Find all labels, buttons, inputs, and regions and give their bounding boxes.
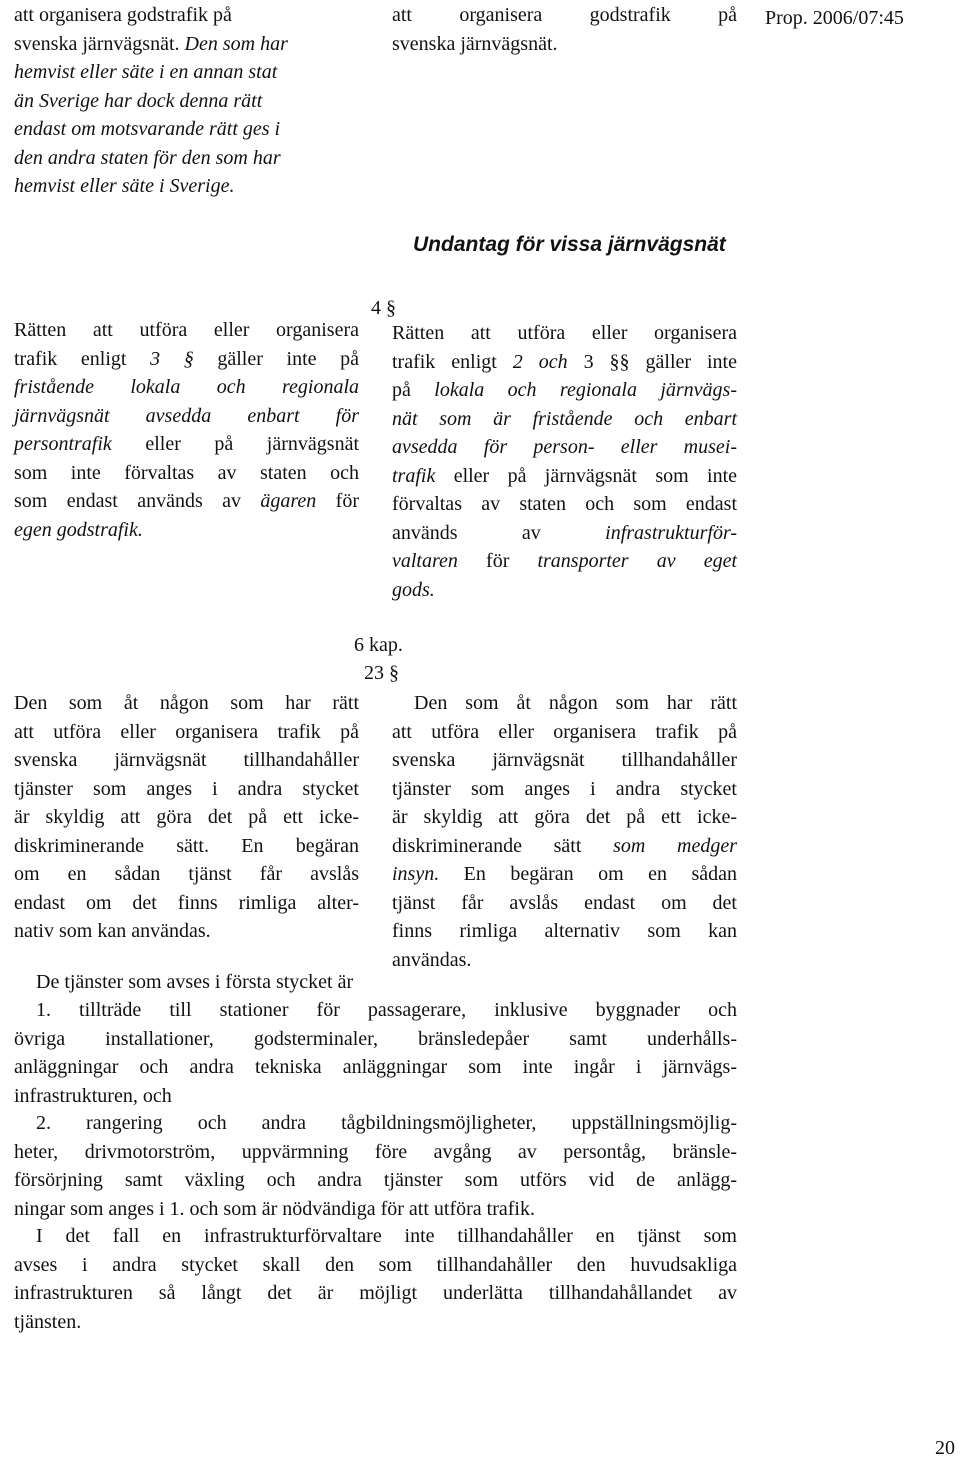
text-line: svenska järnvägsnät tillhandahåller <box>392 749 737 771</box>
text-line: järnvägsnät avsedda enbart för <box>14 404 359 427</box>
final-paragraph <box>14 1222 737 1336</box>
text-line: anläggningar och andra tekniska anläggningar som inte ingår i järnvägs- <box>14 1056 737 1078</box>
text-line: svenska järnvägsnät tillhandahåller <box>14 749 359 771</box>
text-line: försörjning samt växling och andra tjänster som utförs vid de anlägg- <box>14 1169 737 1191</box>
text-line: infrastrukturen, och <box>14 1084 172 1107</box>
text-line: som endast används av ägaren för <box>14 490 359 512</box>
text-line: diskriminerande sätt. En begäran <box>14 834 359 857</box>
text-line: att organisera godstrafik på <box>392 4 737 26</box>
text-line: Den som åt någon som har rätt <box>14 692 359 714</box>
section4-right-text <box>392 319 737 604</box>
services-intro: De tjänster som avses i första stycket är <box>36 971 354 993</box>
text-line: ningar som anges i 1. och som är nödvändiga för att utföra trafik. <box>14 1197 535 1220</box>
text-line: tjänster som anges i andra stycket <box>14 777 359 800</box>
text-line: nativ som kan användas. <box>14 920 211 942</box>
text-line: diskriminerande sätt som medger <box>392 834 737 857</box>
top-right-text <box>392 1 737 58</box>
text-line: än Sverige har dock denna rätt <box>14 89 263 112</box>
text-line: är skyldig att göra det på ett icke- <box>14 806 359 828</box>
text-line: hemvist eller säte i en annan stat <box>14 61 278 83</box>
text-line: att utföra eller organisera trafik på <box>392 720 737 743</box>
text-line: avses i andra stycket skall den som tillhandahåller den huvudsakliga <box>14 1253 737 1276</box>
text-line: nät som är fristående och enbart <box>392 407 737 430</box>
text-line: övriga installationer, godsterminaler, bränsledepåer samt underhålls- <box>14 1027 737 1050</box>
section-heading: Undantag för vissa järnvägsnät <box>413 233 726 256</box>
text-line: om en sådan tjänst får avslås <box>14 863 359 885</box>
text-line: förvaltas av staten och som endast <box>392 493 737 515</box>
text-line: svenska järnvägsnät. Den som har <box>14 32 288 55</box>
text-line: Rätten att utföra eller organisera <box>392 322 737 344</box>
paragraph-reference: 4 § <box>371 297 396 319</box>
text-line: fristående lokala och regionala <box>14 376 359 398</box>
text-line: är skyldig att göra det på ett icke- <box>392 806 737 828</box>
text-line: användas. <box>392 948 472 971</box>
text-line: valtaren för transporter av eget <box>392 550 737 572</box>
top-left-text <box>14 1 344 201</box>
section4-left-text <box>14 316 359 544</box>
section23-right-text <box>392 689 737 974</box>
text-line: att organisera godstrafik på <box>14 4 232 26</box>
proposition-reference: Prop. 2006/07:45 <box>765 7 904 29</box>
text-line: infrastrukturen så långt det är möjligt underlätta tillhandahållandet av <box>14 1282 737 1304</box>
text-line: egen godstrafik. <box>14 518 143 541</box>
text-line: tjänster som anges i andra stycket <box>392 777 737 800</box>
text-line: Rätten att utföra eller organisera <box>14 319 359 341</box>
section23-left-text <box>14 689 359 946</box>
text-line: I det fall en infrastrukturförvaltare inte tillhandahåller en tjänst som <box>36 1225 737 1247</box>
text-line: trafik enligt 2 och 3 §§ gäller inte <box>392 350 737 373</box>
text-line: trafik enligt 3 § gäller inte på <box>14 347 359 370</box>
text-line: på lokala och regionala järnvägs- <box>392 379 737 401</box>
text-line: gods. <box>392 578 435 601</box>
list-item <box>14 996 737 1110</box>
text-line: endast om motsvarande rätt ges i <box>14 118 281 140</box>
paragraph-reference: 23 § <box>364 662 399 684</box>
text-line: 2. rangering och andra tågbildningsmöjligheter, uppställningsmöjlig- <box>36 1112 737 1134</box>
text-line: den andra staten för den som har <box>14 146 281 169</box>
text-line: hemvist eller säte i Sverige. <box>14 175 235 197</box>
text-line: att utföra eller organisera trafik på <box>14 720 359 743</box>
text-line: heter, drivmotorström, uppvärmning före avgång av persontåg, bränsle- <box>14 1140 737 1163</box>
text-line: trafik eller på järnvägsnät som inte <box>392 464 737 487</box>
text-line: avsedda för person- eller musei- <box>392 436 737 458</box>
text-line: som inte förvaltas av staten och <box>14 461 359 484</box>
text-line: 1. tillträde till stationer för passagerare, inklusive byggnader och <box>36 999 737 1021</box>
page-number: 20 <box>935 1437 955 1459</box>
text-line: persontrafik eller på järnvägsnät <box>14 433 359 455</box>
text-line: endast om det finns rimliga alter- <box>14 891 359 914</box>
text-line: används av infrastrukturför- <box>392 521 737 544</box>
text-line: Den som åt någon som har rätt <box>414 692 737 714</box>
text-line: finns rimliga alternativ som kan <box>392 920 737 942</box>
text-line: insyn. En begäran om en sådan <box>392 863 737 885</box>
chapter-reference: 6 kap. <box>354 634 403 656</box>
text-line: tjänsten. <box>14 1310 82 1333</box>
text-line: svenska järnvägsnät. <box>392 32 558 55</box>
list-item <box>14 1109 737 1223</box>
text-line: tjänst får avslås endast om det <box>392 891 737 914</box>
